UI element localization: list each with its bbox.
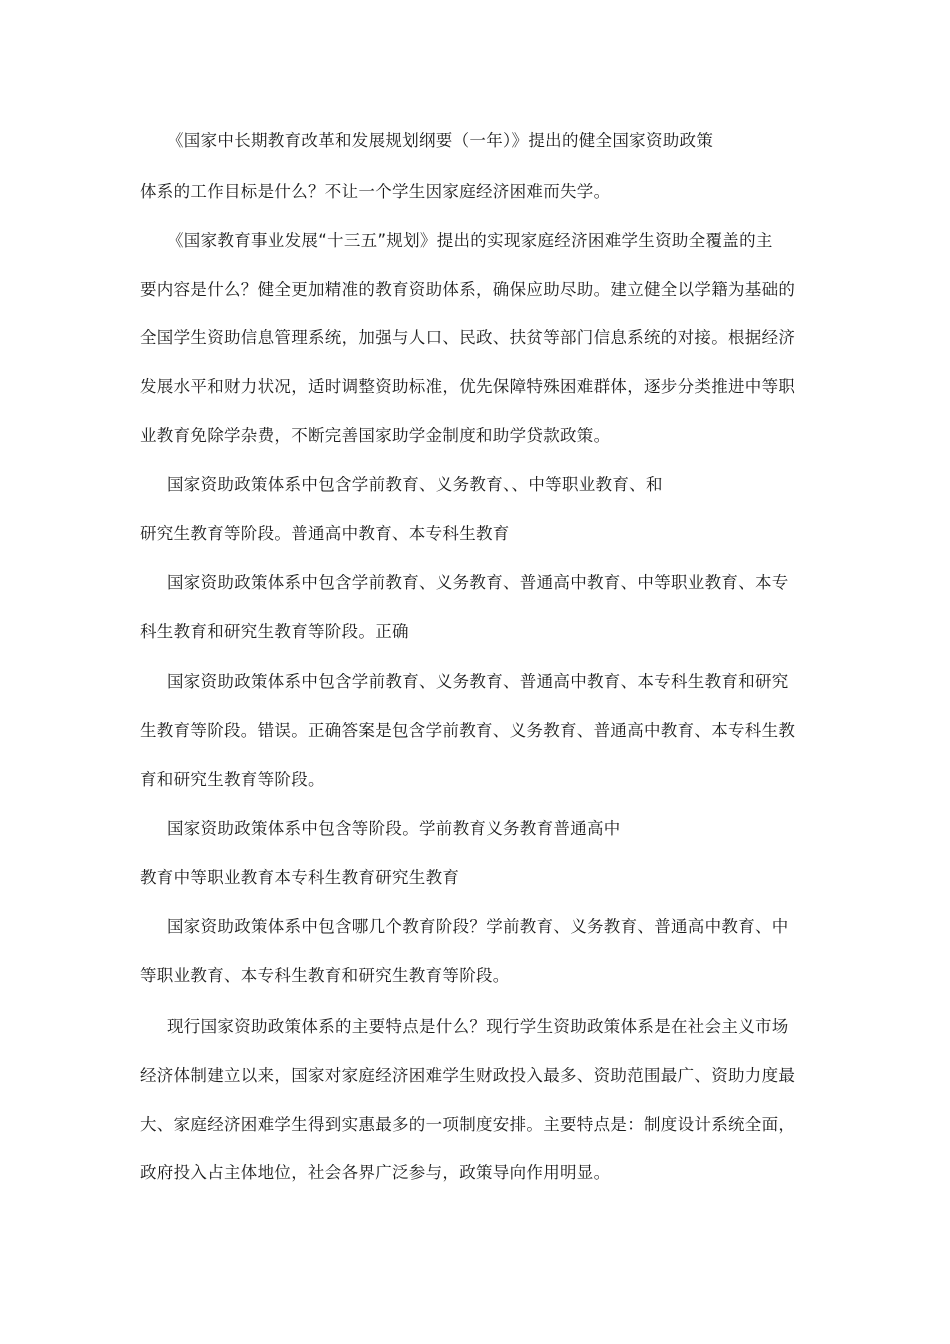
paragraph-8-line-1: 现行国家资助政策体系的主要特点是什么？现行学生资助政策体系是在社会主义市场 <box>167 1017 789 1036</box>
paragraph-6-line-2: 教育中等职业教育本专科生教育研究生教育 <box>140 868 460 887</box>
paragraph-2-line-2: 要内容是什么？健全更加精准的教育资助体系，确保应助尽助。建立健全以学籍为基础的 <box>140 280 796 299</box>
paragraph-4-line-2: 科生教育和研究生教育等阶段。正确 <box>140 622 409 641</box>
paragraph-1-line-2: 体系的工作目标是什么？不让一个学生因家庭经济困难而失学。 <box>140 182 611 201</box>
paragraph-7-line-1: 国家资助政策体系中包含哪几个教育阶段？学前教育、义务教育、普通高中教育、中 <box>167 917 789 936</box>
paragraph-8-line-4: 政府投入占主体地位，社会各界广泛参与，政策导向作用明显。 <box>140 1163 611 1182</box>
paragraph-6-line-1: 国家资助政策体系中包含等阶段。学前教育义务教育普通高中 <box>167 819 621 838</box>
paragraph-8-line-2: 经济体制建立以来，国家对家庭经济困难学生财政投入最多、资助范围最广、资助力度最 <box>140 1066 796 1085</box>
paragraph-3-line-2: 研究生教育等阶段。普通高中教育、本专科生教育 <box>140 524 510 543</box>
paragraph-5-line-2: 生教育等阶段。错误。正确答案是包含学前教育、义务教育、普通高中教育、本专科生教 <box>140 721 796 740</box>
paragraph-7-line-2: 等职业教育、本专科生教育和研究生教育等阶段。 <box>140 966 510 985</box>
paragraph-5-line-3: 育和研究生教育等阶段。 <box>140 770 325 789</box>
paragraph-2-line-5: 业教育免除学杂费，不断完善国家助学金制度和助学贷款政策。 <box>140 426 611 445</box>
paragraph-4-line-1: 国家资助政策体系中包含学前教育、义务教育、普通高中教育、中等职业教育、本专 <box>167 573 789 592</box>
paragraph-2-line-1: 《国家教育事业发展“十三五”规划》提出的实现家庭经济困难学生资助全覆盖的主 <box>167 231 773 250</box>
paragraph-5-line-1: 国家资助政策体系中包含学前教育、义务教育、普通高中教育、本专科生教育和研究 <box>167 672 789 691</box>
paragraph-3-line-1: 国家资助政策体系中包含学前教育、义务教育、、中等职业教育、和 <box>167 475 663 494</box>
paragraph-2-line-3: 全国学生资助信息管理系统，加强与人口、民政、扶贫等部门信息系统的对接。根据经济 <box>140 328 796 347</box>
paragraph-8-line-3: 大、家庭经济困难学生得到实惠最多的一项制度安排。主要特点是：制度设计系统全面， <box>140 1115 796 1134</box>
paragraph-2-line-4: 发展水平和财力状况，适时调整资助标准，优先保障特殊困难群体，逐步分类推进中等职 <box>140 377 796 396</box>
paragraph-1-line-1: 《国家中长期教育改革和发展规划纲要（一年）》提出的健全国家资助政策 <box>167 131 714 150</box>
